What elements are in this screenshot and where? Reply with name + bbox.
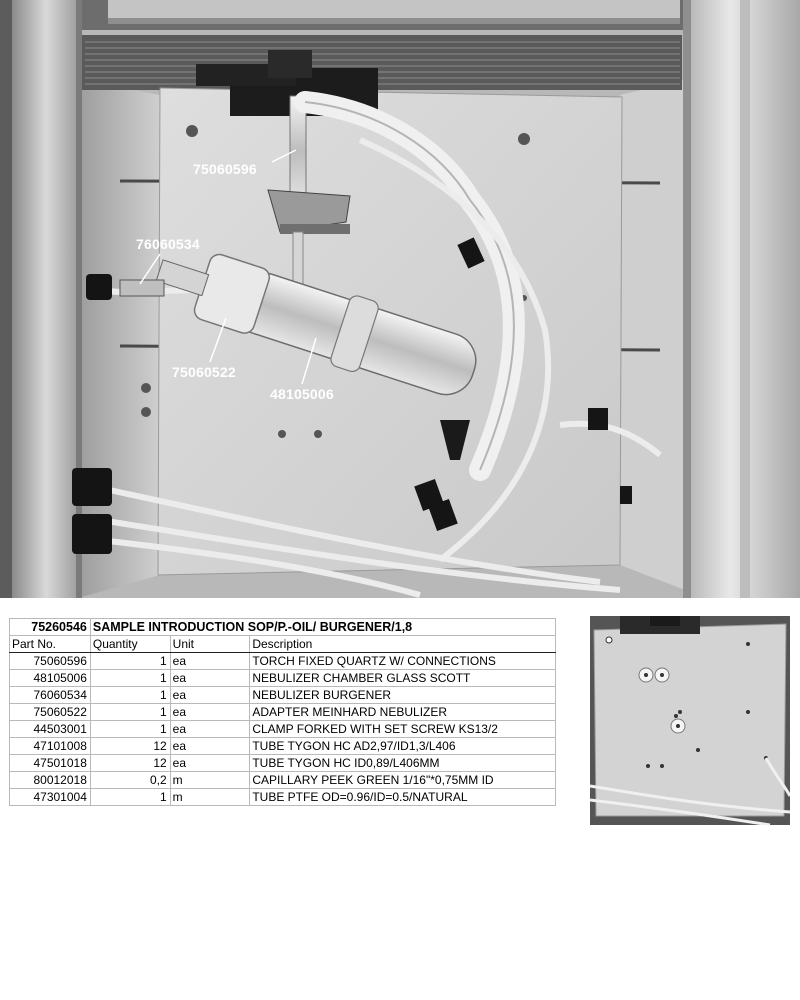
- table-row: [10, 772, 556, 789]
- unit-cell: ea: [170, 653, 250, 670]
- description-cell: NEBULIZER BURGENER: [250, 687, 556, 704]
- table-row: [10, 704, 556, 721]
- part-number-cell: 47501018: [10, 755, 91, 772]
- thumbnail-photo: [590, 616, 790, 825]
- unit-cell: m: [170, 789, 250, 806]
- assembly-description: SAMPLE INTRODUCTION SOP/P.-OIL/ BURGENER/1,8: [90, 619, 555, 636]
- table-row: [10, 789, 556, 806]
- header-unit: Unit: [170, 636, 250, 653]
- quantity-cell: 1: [90, 653, 170, 670]
- quantity-cell: 12: [90, 738, 170, 755]
- description-cell: TUBE TYGON HC ID0,89/L406MM: [250, 755, 556, 772]
- assembly-part-number: 75260546: [10, 619, 91, 636]
- callout-torch: 75060596: [193, 161, 257, 177]
- description-cell: ADAPTER MEINHARD NEBULIZER: [250, 704, 556, 721]
- unit-cell: ea: [170, 721, 250, 738]
- unit-cell: ea: [170, 670, 250, 687]
- parts-table: [9, 618, 556, 806]
- callout-nebulizer: 76060534: [136, 236, 200, 252]
- quantity-cell: 1: [90, 670, 170, 687]
- header-part-no: Part No.: [10, 636, 91, 653]
- unit-cell: ea: [170, 738, 250, 755]
- part-number-cell: 75060522: [10, 704, 91, 721]
- table-row: [10, 670, 556, 687]
- header-quantity: Quantity: [90, 636, 170, 653]
- table-row: [10, 738, 556, 755]
- parts-body: [10, 653, 556, 806]
- callout-chamber: 48105006: [270, 386, 334, 402]
- part-number-cell: 75060596: [10, 653, 91, 670]
- part-number-cell: 47301004: [10, 789, 91, 806]
- unit-cell: ea: [170, 704, 250, 721]
- unit-cell: ea: [170, 755, 250, 772]
- description-cell: CAPILLARY PEEK GREEN 1/16"*0,75MM ID: [250, 772, 556, 789]
- part-number-cell: 80012018: [10, 772, 91, 789]
- table-row: [10, 755, 556, 772]
- part-number-cell: 76060534: [10, 687, 91, 704]
- table-title-row: [10, 619, 556, 636]
- quantity-cell: 0,2: [90, 772, 170, 789]
- table-header-row: [10, 636, 556, 653]
- table-row: [10, 687, 556, 704]
- description-cell: CLAMP FORKED WITH SET SCREW KS13/2: [250, 721, 556, 738]
- part-number-cell: 47101008: [10, 738, 91, 755]
- table-row: [10, 721, 556, 738]
- thumbnail-illustration: [590, 616, 790, 825]
- table-row: [10, 653, 556, 670]
- part-number-cell: 48105006: [10, 670, 91, 687]
- unit-cell: m: [170, 772, 250, 789]
- header-description: Description: [250, 636, 556, 653]
- description-cell: TUBE TYGON HC AD2,97/ID1,3/L406: [250, 738, 556, 755]
- quantity-cell: 1: [90, 687, 170, 704]
- callout-adapter: 75060522: [172, 364, 236, 380]
- unit-cell: ea: [170, 687, 250, 704]
- quantity-cell: 1: [90, 789, 170, 806]
- description-cell: TORCH FIXED QUARTZ W/ CONNECTIONS: [250, 653, 556, 670]
- quantity-cell: 1: [90, 721, 170, 738]
- quantity-cell: 1: [90, 704, 170, 721]
- description-cell: NEBULIZER CHAMBER GLASS SCOTT: [250, 670, 556, 687]
- description-cell: TUBE PTFE OD=0.96/ID=0.5/NATURAL: [250, 789, 556, 806]
- quantity-cell: 12: [90, 755, 170, 772]
- part-number-cell: 44503001: [10, 721, 91, 738]
